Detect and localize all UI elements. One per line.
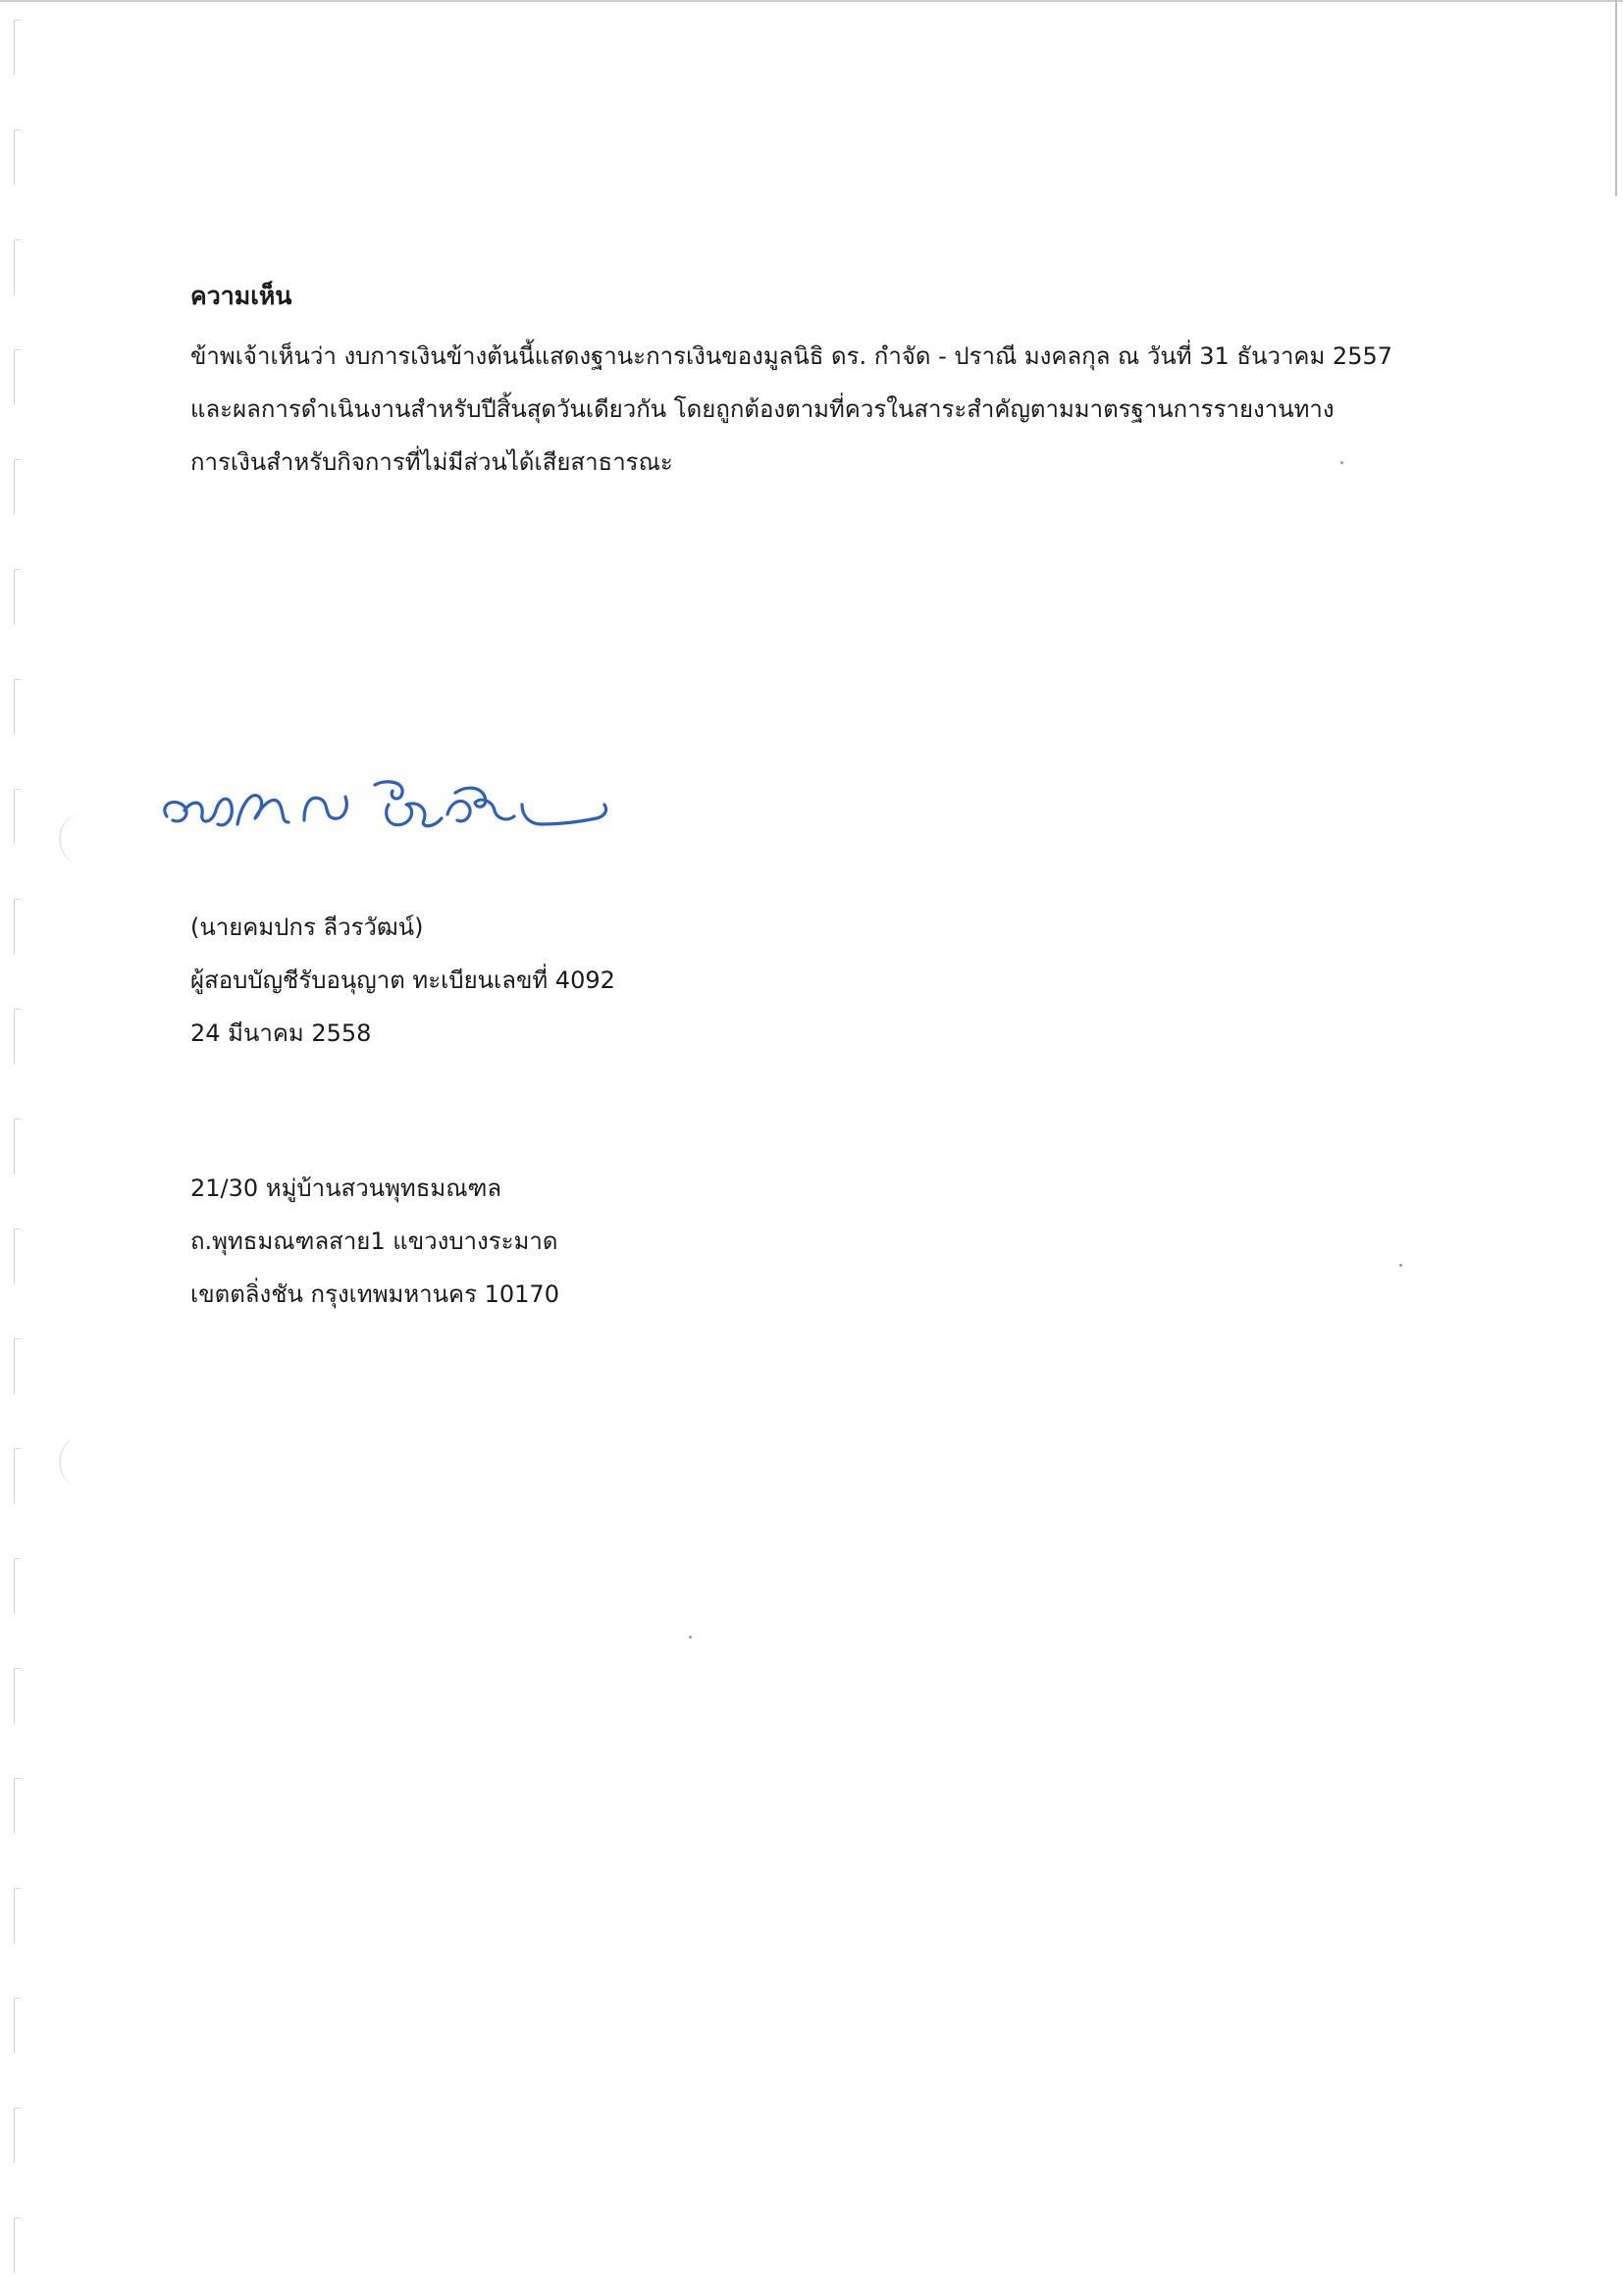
binder-mark [14,459,21,515]
binder-mark [14,1998,21,2054]
scan-speck [689,1636,692,1639]
binder-mark [14,1228,21,1284]
scan-top-edge [0,0,1623,2]
opinion-paragraph [190,330,1446,489]
binder-mark [14,1448,21,1504]
punch-hole [59,1437,100,1487]
opinion-line: ข้าพเจ้าเห็นว่า งบการเงินข้างต้นนี้แสดงฐานะการเงินของมูลนิธิ ดร. กำจัด - ปราณี มงคลกุล ณ วันที่ 31 ธันวาคม 2557 [190,342,1393,370]
binder-marks [14,20,53,2276]
binder-mark [14,789,21,845]
binder-mark [14,349,21,405]
binder-mark [14,2108,21,2164]
binder-mark [14,239,21,295]
scan-right-edge [1612,0,1617,196]
binder-mark [14,20,21,76]
signer-title: ผู้สอบบัญชีรับอนุญาต ทะเบียนเลขที่ 4092 [190,966,615,994]
signer-block [190,901,615,1060]
binder-mark [14,1668,21,1724]
opinion-line: และผลการดำเนินงานสำหรับปีสิ้นสุดวันเดียวกัน โดยถูกต้องตามที่ควรในสาระสำคัญตามมาตรฐานการรายงานทาง [190,395,1335,423]
binder-mark [14,569,21,625]
signer-name: (นายคมปกร ลีวรวัฒน์) [190,913,424,941]
address-block [190,1162,559,1321]
binder-mark [14,1009,21,1065]
binder-mark [14,1558,21,1614]
opinion-section [190,277,1446,489]
handwritten-signature [157,746,618,854]
binder-mark [14,130,21,185]
address-line: เขตตลิ่งชัน กรุงเทพมหานคร 10170 [190,1280,559,1308]
binder-mark [14,899,21,955]
binder-mark [14,679,21,735]
punch-hole [59,814,100,863]
opinion-heading: ความเห็น [190,282,292,310]
binder-mark [14,1338,21,1394]
address-line: ถ.พุทธมณฑลสาย1 แขวงบางระมาด [190,1227,558,1255]
binder-mark [14,1888,21,1944]
address-line: 21/30 หมู่บ้านสวนพุทธมณฑล [190,1174,502,1202]
binder-mark [14,1778,21,1834]
binder-mark [14,2218,21,2273]
scan-speck [1399,1264,1402,1267]
binder-mark [14,1119,21,1174]
signed-date: 24 มีนาคม 2558 [190,1019,372,1047]
opinion-line: การเงินสำหรับกิจการที่ไม่มีส่วนได้เสียสาธารณะ [190,448,673,476]
